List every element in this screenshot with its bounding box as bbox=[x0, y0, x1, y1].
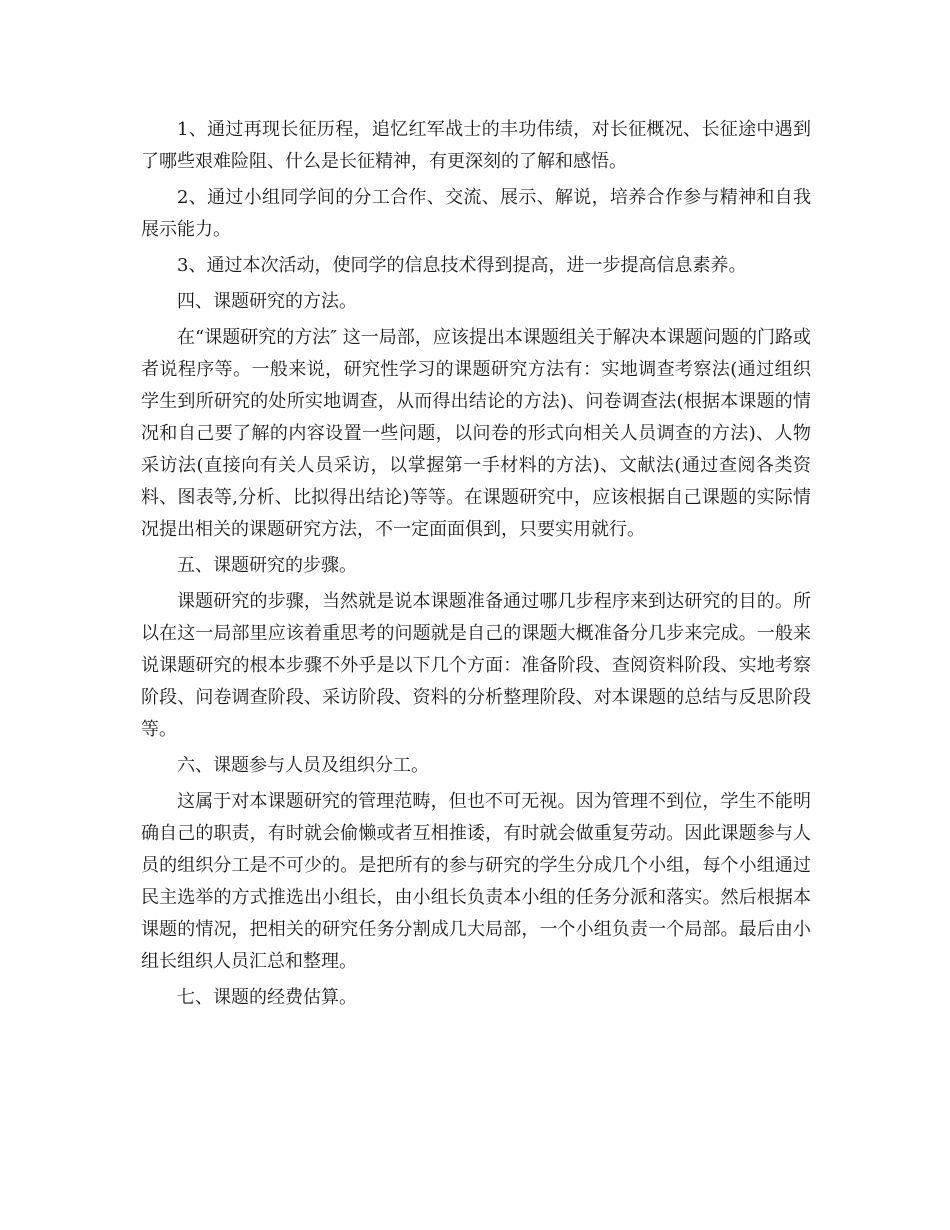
section-heading-budget: 七、课题的经费估算。 bbox=[177, 987, 357, 1008]
section-heading-steps: 五、课题研究的步骤。 bbox=[177, 555, 357, 576]
paragraph-objective-3: 3、通过本次活动，使同学的信息技术得到提高，进一步提高信息素养。 bbox=[177, 255, 747, 276]
paragraph-steps: 课题研究的步骤，当然就是说本课题准备通过哪几步程序来到达研究的目的。所以在这一局部里应该着重思考的问题就是自己的课题大概准备分几步来完成。一般来说课题研究的根本步骤不外乎是以下几个方面：准备阶段、查阅资料阶段、实地考察阶段、问卷调查阶段、采访阶段、资料的分析整理阶段、对本课题的总结与反思阶段等。 bbox=[141, 591, 811, 740]
paragraph-objective-2: 2、通过小组同学间的分工合作、交流、展示、解说，培养合作参与精神和自我展示能力。 bbox=[141, 187, 811, 240]
section-heading-personnel: 六、课题参与人员及组织分工。 bbox=[177, 755, 429, 776]
paragraph-personnel: 这属于对本课题研究的管理范畴，但也不可无视。因为管理不到位，学生不能明确自己的职责，有时就会偷懒或者互相推诿，有时就会做重复劳动。因此课题参与人员的组织分工是不可少的。是把所有的参与研究的学生分成几个小组，每个小组通过民主选举的方式推选出小组长，由小组长负责本小组的任务分派和落实。然后根据本课题的情况，把相关的研究任务分割成几大局部，一个小组负责一个局部。最后由小组长组织人员汇总和整理。 bbox=[141, 791, 811, 972]
document-body bbox=[141, 114, 811, 1018]
paragraph-objective-1: 1、通过再现长征历程，追忆红军战士的丰功伟绩，对长征概况、长征途中遇到了哪些艰难险阻、什么是长征精神，有更深刻的了解和感悟。 bbox=[141, 119, 811, 172]
paragraph-methods: 在“课题研究的方法″ 这一局部，应该提出本课题组关于解决本课题问题的门路或者说程序等。一般来说，研究性学习的课题研究方法有：实地调查考察法(通过组织学生到所研究的处所实地调查，从而得出结论的方法)、问卷调查法(根据本课题的情况和自己要了解的内容设置一些问题，以问卷的形式向相关人员调查的方法)、人物采访法(直接向有关人员采访，以掌握第一手材料的方法)、文献法(通过查阅各类资料、图表等,分析、比拟得出结论)等等。在课题研究中，应该根据自己课题的实际情况提出相关的课题研究方法，不一定面面俱到，只要实用就行。 bbox=[141, 327, 811, 540]
section-heading-methods: 四、课题研究的方法。 bbox=[177, 291, 357, 312]
